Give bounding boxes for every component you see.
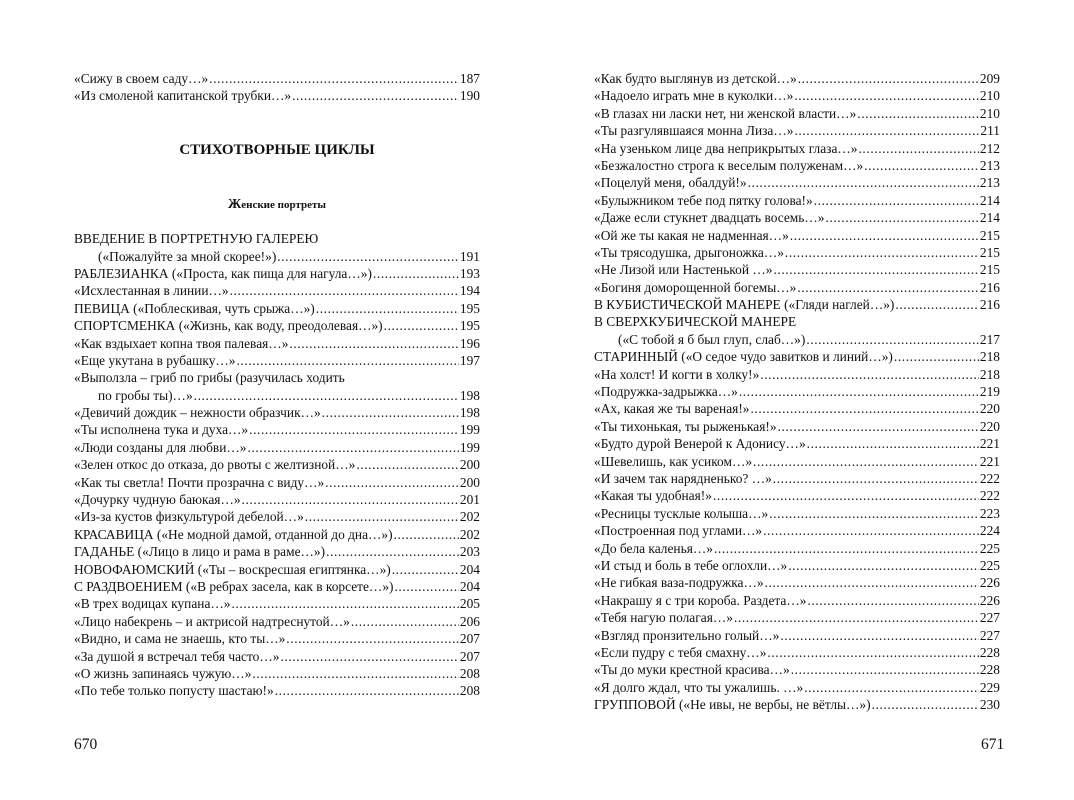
dot-leader <box>292 87 459 104</box>
toc-entry-page: 198 <box>459 387 480 403</box>
toc-entry <box>594 174 1000 191</box>
toc-entry-page: 207 <box>459 648 480 664</box>
toc-entry <box>594 679 1000 696</box>
toc-entry-page: 216 <box>979 279 1000 295</box>
dot-leader <box>351 613 459 630</box>
right-page <box>537 0 1074 800</box>
toc-entry-page: 195 <box>459 318 480 334</box>
toc-entry-page: 205 <box>459 596 480 612</box>
toc-entry <box>594 209 1000 226</box>
toc-entry <box>594 627 1000 644</box>
toc-entry-title: «Сижу в своем саду…» <box>74 71 209 86</box>
toc-entry-title: «Булыжником тебе под пятку голова!» <box>594 192 813 208</box>
dot-leader <box>384 317 459 334</box>
dot-leader <box>763 522 979 539</box>
toc-entry <box>594 522 1000 539</box>
toc-entry-title: «Выползла – гриб по грибы (разучилась ходить <box>74 370 345 386</box>
toc-entry-page: 210 <box>979 105 1000 121</box>
left-toc-list <box>74 70 480 700</box>
toc-entry <box>74 248 480 265</box>
toc-entry-title: «В глазах ни ласки нет, ни женской власти…» <box>594 105 857 121</box>
toc-entry-title: «Богиня доморощенной богемы…» <box>594 279 797 295</box>
toc-entry-title: «В трех водицах купана…» <box>74 596 231 612</box>
toc-entry-page: 208 <box>459 665 480 681</box>
toc-entry-page: 209 <box>979 71 1000 86</box>
toc-entry <box>594 470 1000 487</box>
dot-leader <box>794 87 979 104</box>
toc-entry-title: «Ты до муки крестной красива…» <box>594 662 790 678</box>
toc-entry-page: 221 <box>979 436 1000 452</box>
toc-entry-page: 213 <box>979 157 1000 173</box>
toc-entry-title: «Ой же ты какая не надменная…» <box>594 227 789 243</box>
toc-entry-title: «Шевелишь, как усиком…» <box>594 453 753 469</box>
left-top-entries <box>74 70 480 105</box>
toc-entry <box>74 613 480 630</box>
toc-entry <box>74 474 480 491</box>
dot-leader <box>788 557 979 574</box>
dot-leader <box>373 265 459 282</box>
toc-entry-title: ГРУППОВОЙ («Не ивы, не вербы, не вётлы…») <box>594 697 871 713</box>
dot-leader <box>791 661 979 678</box>
subheading-rest: енские портреты <box>241 199 326 212</box>
toc-entry <box>594 296 1000 313</box>
toc-entry <box>74 665 480 682</box>
toc-entry-page: 214 <box>979 210 1000 226</box>
toc-entry-title: «О жизнь запинаясь чужую…» <box>74 665 252 681</box>
toc-entry <box>594 418 1000 435</box>
toc-entry-title: «Даже если стукнет двадцать восемь…» <box>594 210 825 226</box>
toc-entry-page: 196 <box>459 335 480 351</box>
toc-entry-title: СТАРИННЫЙ («О седое чудо завитков и линий…») <box>594 349 893 365</box>
toc-entry <box>594 279 1000 296</box>
toc-entry <box>74 265 480 282</box>
toc-entry <box>594 540 1000 557</box>
dot-leader <box>252 665 459 682</box>
toc-entry-title: «Лицо набекрень – и актрисой надтреснутой…» <box>74 613 350 629</box>
toc-entry-page: 202 <box>459 509 480 525</box>
toc-entry-title: В СВЕРХКУБИЧЕСКОЙ МАНЕРЕ <box>594 314 797 330</box>
toc-entry-title: по гробы ты)…» <box>98 387 193 403</box>
toc-entry <box>74 491 480 508</box>
toc-entry-title: «Ты трясодушка, дрыгоножка…» <box>594 244 784 260</box>
toc-entry-title: («С тобой я б был глуп, слаб…») <box>618 331 806 347</box>
toc-entry-title: «Ресницы тусклые колыша…» <box>594 505 769 521</box>
toc-entry-page: 212 <box>979 140 1000 156</box>
toc-entry <box>74 682 480 699</box>
toc-entry-title: «Взгляд пронзительно голый…» <box>594 627 780 643</box>
section-heading: СТИХОТВОРНЫЕ ЦИКЛЫ <box>179 142 375 159</box>
dot-leader <box>356 456 459 473</box>
toc-entry <box>594 313 1000 330</box>
toc-entry-page: 224 <box>979 523 1000 539</box>
spacer <box>74 105 480 122</box>
toc-entry-title: «Будто дурой Венерой к Адонису…» <box>594 436 806 452</box>
subheading-initial: Ж <box>227 196 242 212</box>
toc-entry-title: «Как будто выглянув из детской…» <box>594 71 797 86</box>
dot-leader <box>814 192 979 209</box>
dot-leader <box>325 474 459 491</box>
dot-leader <box>209 70 459 87</box>
dot-leader <box>894 348 979 365</box>
toc-entry <box>594 609 1000 626</box>
dot-leader <box>326 543 459 560</box>
dot-leader <box>739 383 979 400</box>
toc-entry <box>594 574 1000 591</box>
toc-entry-title: С РАЗДВОЕНИЕМ («В ребрах засела, как в корсете…») <box>74 578 394 594</box>
dot-leader <box>236 352 458 369</box>
toc-entry-title: «Какая ты удобная!» <box>594 488 712 504</box>
toc-entry <box>74 404 480 421</box>
toc-entry <box>594 331 1000 348</box>
toc-entry-page: 218 <box>979 349 1000 365</box>
toc-entry-page: 199 <box>459 439 480 455</box>
toc-entry <box>74 369 480 386</box>
dot-leader <box>769 505 979 522</box>
dot-leader <box>750 400 978 417</box>
right-toc-list <box>594 70 1000 713</box>
toc-entry <box>74 317 480 334</box>
toc-entry-page: 211 <box>980 123 1000 139</box>
right-entries <box>594 70 1000 713</box>
toc-entry-page: 221 <box>979 453 1000 469</box>
dot-leader <box>322 404 459 421</box>
dot-leader <box>249 421 459 438</box>
dot-leader <box>286 630 459 647</box>
toc-entry-title: ПЕВИЦА («Поблескивая, чуть срыжа…») <box>74 300 315 316</box>
toc-entry-page: 203 <box>459 544 480 560</box>
toc-entry-page: 219 <box>979 384 1000 400</box>
toc-entry-page: 193 <box>459 265 480 281</box>
toc-entry-page: 215 <box>979 227 1000 243</box>
toc-entry-page: 215 <box>979 262 1000 278</box>
toc-entry-title: «Построенная под углами…» <box>594 523 763 539</box>
toc-entry <box>74 282 480 299</box>
toc-entry <box>74 578 480 595</box>
dot-leader <box>797 279 979 296</box>
toc-entry-page: 218 <box>979 366 1000 382</box>
toc-entry-title: «На холст! И когти в холку!» <box>594 366 760 382</box>
toc-entry-title: «Как вздыхает копна твоя палевая…» <box>74 335 289 351</box>
toc-entry-page: 199 <box>459 422 480 438</box>
toc-entry <box>74 456 480 473</box>
toc-entry-page: 198 <box>459 405 480 421</box>
toc-entry-title: «Ах, какая же ты вареная!» <box>594 401 750 417</box>
toc-entry-title: «Исхлестанная в линии…» <box>74 283 229 299</box>
toc-entry <box>74 335 480 352</box>
toc-entry <box>74 439 480 456</box>
toc-entry-title: «Еще укутана в рубашку…» <box>74 352 236 368</box>
toc-entry-page: 222 <box>979 470 1000 486</box>
toc-entry <box>74 561 480 578</box>
toc-entry-title: «Видно, и сама не знаешь, кто ты…» <box>74 631 286 647</box>
toc-entry <box>74 230 480 247</box>
toc-entry <box>594 105 1000 122</box>
toc-entry-page: 222 <box>979 488 1000 504</box>
dot-leader <box>864 157 979 174</box>
toc-entry-title: «Из смоленой капитанской трубки…» <box>74 88 292 104</box>
toc-entry-title: «Поцелуй меня, обалдуй!» <box>594 175 747 191</box>
dot-leader <box>806 331 979 348</box>
toc-entry <box>594 435 1000 452</box>
dot-leader <box>242 491 459 508</box>
dot-leader <box>316 300 459 317</box>
toc-entry-page: 208 <box>459 683 480 699</box>
toc-entry-page: 210 <box>979 88 1000 104</box>
dot-leader <box>230 282 459 299</box>
toc-entry-title: «Девичий дождик – нежности образчик…» <box>74 405 321 421</box>
toc-entry <box>74 508 480 525</box>
dot-leader <box>794 122 979 139</box>
toc-entry-title: КРАСАВИЦА («Не модной дамой, отданной до дна…») <box>74 526 393 542</box>
toc-entry-page: 216 <box>979 297 1000 313</box>
dot-leader <box>778 418 979 435</box>
dot-leader <box>857 105 979 122</box>
toc-entry-title: РАБЛЕЗИАНКА («Проста, как пища для нагула…») <box>74 265 372 281</box>
toc-entry-title: «Ты исполнена тука и духа…» <box>74 422 249 438</box>
dot-leader <box>807 435 979 452</box>
toc-entry-page: 225 <box>979 557 1000 573</box>
toc-entry <box>74 300 480 317</box>
dot-leader <box>767 644 979 661</box>
toc-entry-title: ГАДАНЬЕ («Лицо в лицо и рама в раме…») <box>74 544 326 560</box>
toc-entry <box>594 87 1000 104</box>
subheading <box>74 178 480 230</box>
toc-entry <box>74 87 480 104</box>
dot-leader <box>394 578 458 595</box>
toc-entry-page: 228 <box>979 662 1000 678</box>
toc-entry <box>74 352 480 369</box>
toc-entry <box>594 261 1000 278</box>
dot-leader <box>804 679 979 696</box>
dot-leader <box>734 609 979 626</box>
toc-entry <box>74 421 480 438</box>
toc-entry <box>74 595 480 612</box>
dot-leader <box>714 540 979 557</box>
toc-entry-title: «Накрашу я с три короба. Раздета…» <box>594 592 807 608</box>
toc-entry-title: «Как ты светла! Почти прозрачна с виду…» <box>74 474 325 490</box>
dot-leader <box>858 140 978 157</box>
toc-entry-title: СПОРТСМЕНКА («Жизнь, как воду, преодолевая…») <box>74 318 383 334</box>
toc-entry <box>594 244 1000 261</box>
toc-entry-page: 206 <box>459 613 480 629</box>
toc-entry-page: 217 <box>979 331 1000 347</box>
dot-leader <box>713 487 979 504</box>
toc-entry-page: 191 <box>459 248 480 264</box>
toc-entry-page: 225 <box>979 540 1000 556</box>
toc-entry <box>74 648 480 665</box>
toc-entry-page: 227 <box>979 627 1000 643</box>
toc-entry <box>74 543 480 560</box>
toc-entry <box>74 526 480 543</box>
dot-leader <box>765 574 979 591</box>
toc-entry-title: «И зачем так нарядненько? …» <box>594 470 772 486</box>
toc-entry-page: 200 <box>459 457 480 473</box>
toc-entry-page: 204 <box>459 561 480 577</box>
toc-entry <box>594 505 1000 522</box>
toc-entry-page: 223 <box>979 505 1000 521</box>
dot-leader <box>247 439 458 456</box>
toc-entry-title: «Надоело играть мне в куколки…» <box>594 88 794 104</box>
toc-entry <box>594 192 1000 209</box>
dot-leader <box>825 209 978 226</box>
toc-entry-page: 213 <box>979 175 1000 191</box>
toc-entry-title: ВВЕДЕНИЕ В ПОРТРЕТНУЮ ГАЛЕРЕЮ <box>74 231 319 247</box>
toc-entry-page: 220 <box>979 401 1000 417</box>
toc-entry <box>594 487 1000 504</box>
dot-leader <box>895 296 979 313</box>
dot-leader <box>394 526 459 543</box>
toc-entry-page: 228 <box>979 644 1000 660</box>
toc-entry-title: «Люди созданы для любви…» <box>74 439 247 455</box>
toc-entry-title: «Тебя нагую полагая…» <box>594 610 733 626</box>
toc-entry <box>594 348 1000 365</box>
toc-entry <box>594 644 1000 661</box>
toc-entry <box>594 140 1000 157</box>
toc-entry-title: «Из-за кустов физкультурой дебелой…» <box>74 509 304 525</box>
dot-leader <box>277 248 459 265</box>
toc-entry-title: «На узеньком лице два неприкрытых глаза…» <box>594 140 858 156</box>
toc-entry-page: 195 <box>459 300 480 316</box>
toc-entry-title: В КУБИСТИЧЕСКОЙ МАНЕРЕ («Гляди наглей…») <box>594 297 895 313</box>
dot-leader <box>773 261 978 278</box>
toc-entry-page: 194 <box>459 283 480 299</box>
dot-leader <box>780 627 979 644</box>
toc-entry-page: 214 <box>979 192 1000 208</box>
toc-entry-title: «Не Лизой или Настенькой …» <box>594 262 773 278</box>
page-number-left: 670 <box>74 736 98 753</box>
toc-entry-title: «Я долго ждал, что ты ужалишь. …» <box>594 679 804 695</box>
toc-entry-title: «Не гибкая ваза-подружка…» <box>594 575 764 591</box>
toc-entry-title: «До бела каленья…» <box>594 540 713 556</box>
toc-entry-page: 230 <box>979 697 1000 713</box>
dot-leader <box>753 453 979 470</box>
dot-leader <box>280 648 458 665</box>
dot-leader <box>773 470 979 487</box>
dot-leader <box>760 366 979 383</box>
dot-leader <box>392 561 459 578</box>
toc-entry <box>594 227 1000 244</box>
dot-leader <box>194 387 459 404</box>
page-number-right: 671 <box>981 736 1005 753</box>
toc-entry-title: «Дочурку чудную баюкая…» <box>74 492 241 508</box>
toc-entry-title: («Пожалуйте за мной скорее!») <box>98 248 277 264</box>
left-entries <box>74 230 480 700</box>
toc-entry-page: 202 <box>459 526 480 542</box>
toc-entry-page: 220 <box>979 418 1000 434</box>
dot-leader <box>872 696 979 713</box>
toc-entry-page: 227 <box>979 610 1000 626</box>
toc-entry <box>74 630 480 647</box>
toc-entry-title: «За душой я встречал тебя часто…» <box>74 648 280 664</box>
toc-entry <box>594 661 1000 678</box>
dot-leader <box>231 595 458 612</box>
dot-leader <box>289 335 459 352</box>
toc-entry-page: 197 <box>459 352 480 368</box>
toc-entry-title: «Ты разгулявшаяся монна Лиза…» <box>594 123 794 139</box>
toc-entry-page: 215 <box>979 244 1000 260</box>
dot-leader <box>790 227 979 244</box>
toc-entry <box>594 122 1000 139</box>
toc-entry-title: «Зелен откос до отказа, до рвоты с желтизной…» <box>74 457 356 473</box>
toc-entry-page: 226 <box>979 575 1000 591</box>
toc-entry <box>74 387 480 404</box>
toc-entry-page: 187 <box>459 71 480 86</box>
dot-leader <box>305 508 459 525</box>
toc-entry <box>594 383 1000 400</box>
toc-entry-page: 229 <box>979 679 1000 695</box>
toc-entry-title: «И стыд и боль в тебе оглохли…» <box>594 557 788 573</box>
toc-entry-page: 190 <box>459 88 480 104</box>
toc-entry-title: «Ты тихонькая, ты рыженькая!» <box>594 418 777 434</box>
toc-entry <box>594 157 1000 174</box>
toc-entry-title: «По тебе только попусту шастаю!» <box>74 683 274 699</box>
toc-entry <box>594 696 1000 713</box>
toc-entry <box>594 592 1000 609</box>
toc-entry-title: «Подружка-задрыжка…» <box>594 384 738 400</box>
toc-entry <box>594 70 1000 87</box>
toc-entry-title: «Безжалостно строга к веселым полуженам…» <box>594 157 864 173</box>
toc-entry <box>594 400 1000 417</box>
dot-leader <box>807 592 978 609</box>
dot-leader <box>798 70 979 87</box>
toc-entry <box>594 366 1000 383</box>
toc-entry-page: 226 <box>979 592 1000 608</box>
toc-entry-page: 204 <box>459 578 480 594</box>
toc-entry-page: 200 <box>459 474 480 490</box>
toc-entry-title: «Если пудру с тебя смахну…» <box>594 644 767 660</box>
toc-entry-page: 201 <box>459 492 480 508</box>
dot-leader <box>748 174 979 191</box>
toc-entry <box>74 70 480 87</box>
toc-entry-page: 207 <box>459 631 480 647</box>
dot-leader <box>275 682 459 699</box>
dot-leader <box>785 244 979 261</box>
toc-entry <box>594 453 1000 470</box>
toc-entry <box>594 557 1000 574</box>
toc-entry-title: НОВОФАЮМСКИЙ («Ты – воскресшая египтянка…») <box>74 561 391 577</box>
